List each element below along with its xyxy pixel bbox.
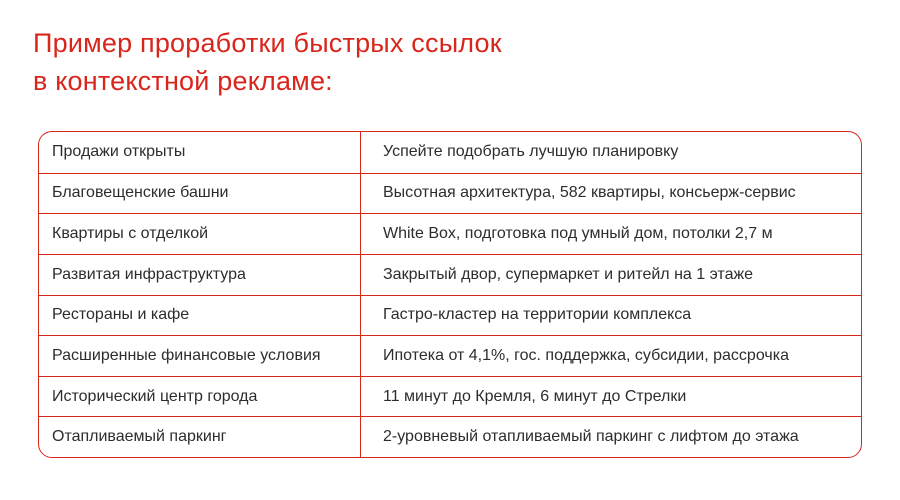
quick-links-table bbox=[38, 131, 862, 458]
quick-link-label: Квартиры с отделкой bbox=[39, 213, 361, 254]
quick-link-description: Гастро-кластер на территории комплекса bbox=[361, 295, 861, 336]
quick-link-label: Развитая инфраструктура bbox=[39, 254, 361, 295]
quick-link-description: Ипотека от 4,1%, гос. поддержка, субсидии, рассрочка bbox=[361, 335, 861, 376]
quick-link-label: Исторический центр города bbox=[39, 376, 361, 417]
quick-link-label: Отапливаемый паркинг bbox=[39, 416, 361, 457]
page-title bbox=[33, 24, 502, 100]
quick-link-label: Расширенные финансовые условия bbox=[39, 335, 361, 376]
quick-link-label: Благовещенские башни bbox=[39, 173, 361, 214]
quick-link-description: Успейте подобрать лучшую планировку bbox=[383, 143, 679, 161]
quick-link-description: Закрытый двор, супермаркет и ритейл на 1 этаже bbox=[361, 254, 861, 295]
quick-link-description: 11 минут до Кремля, 6 минут до Стрелки bbox=[361, 376, 861, 417]
quick-link-description: 2-уровневый отапливаемый паркинг с лифтом до этажа bbox=[361, 416, 861, 457]
page-title-line-1: Пример проработки быстрых ссылок bbox=[33, 28, 502, 58]
quick-link-label: Рестораны и кафе bbox=[39, 295, 361, 336]
quick-link-description: White Box, подготовка под умный дом, потолки 2,7 м bbox=[361, 213, 861, 254]
page-title-line-2: в контекстной рекламе: bbox=[33, 66, 333, 96]
quick-link-description: Высотная архитектура, 582 квартиры, консьерж-сервис bbox=[361, 173, 861, 214]
quick-link-label: Продажи открыты bbox=[39, 132, 361, 173]
